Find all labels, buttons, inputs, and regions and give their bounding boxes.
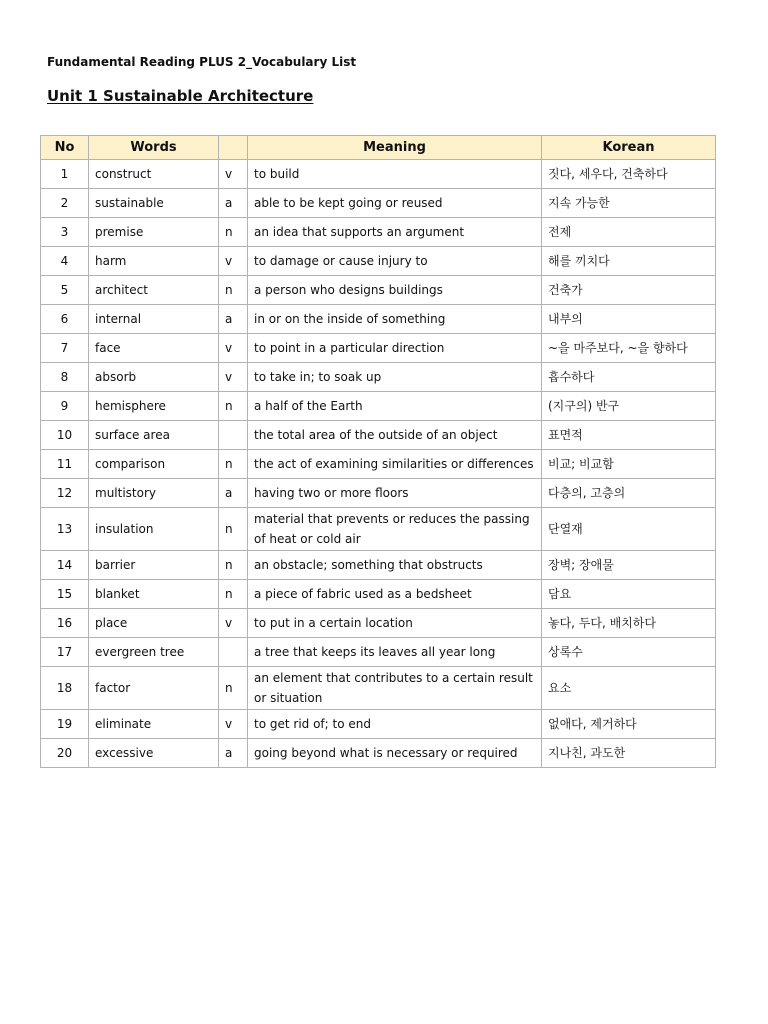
part-of-speech-cell: n	[219, 508, 248, 551]
meaning-cell: the total area of the outside of an object	[248, 421, 542, 450]
row-number: 13	[41, 508, 89, 551]
meaning-cell: a tree that keeps its leaves all year long	[248, 638, 542, 667]
table-row	[41, 392, 716, 421]
part-of-speech-cell: v	[219, 334, 248, 363]
table-row	[41, 638, 716, 667]
korean-cell: ~을 마주보다, ~을 향하다	[542, 334, 716, 363]
meaning-cell: able to be kept going or reused	[248, 189, 542, 218]
row-number: 15	[41, 580, 89, 609]
row-number: 20	[41, 739, 89, 768]
part-of-speech-cell: n	[219, 392, 248, 421]
word-cell: harm	[89, 247, 219, 276]
table-row	[41, 334, 716, 363]
korean-cell: 단열재	[542, 508, 716, 551]
korean-cell: 없애다, 제거하다	[542, 710, 716, 739]
word-cell: factor	[89, 667, 219, 710]
korean-cell: 장벽; 장애물	[542, 551, 716, 580]
row-number: 16	[41, 609, 89, 638]
meaning-cell: an obstacle; something that obstructs	[248, 551, 542, 580]
column-header-pos	[219, 136, 248, 160]
row-number: 5	[41, 276, 89, 305]
row-number: 2	[41, 189, 89, 218]
word-cell: hemisphere	[89, 392, 219, 421]
table-row	[41, 508, 716, 551]
table-row	[41, 667, 716, 710]
part-of-speech-cell: n	[219, 218, 248, 247]
korean-cell: 다층의, 고층의	[542, 479, 716, 508]
vocabulary-table-body	[41, 160, 716, 768]
meaning-cell: a piece of fabric used as a bedsheet	[248, 580, 542, 609]
meaning-cell: a half of the Earth	[248, 392, 542, 421]
meaning-cell: going beyond what is necessary or required	[248, 739, 542, 768]
korean-cell: 요소	[542, 667, 716, 710]
korean-cell: 지나친, 과도한	[542, 739, 716, 768]
meaning-cell: to point in a particular direction	[248, 334, 542, 363]
table-row	[41, 160, 716, 189]
row-number: 4	[41, 247, 89, 276]
part-of-speech-cell: a	[219, 479, 248, 508]
row-number: 12	[41, 479, 89, 508]
row-number: 7	[41, 334, 89, 363]
meaning-cell: to get rid of; to end	[248, 710, 542, 739]
table-row	[41, 450, 716, 479]
korean-cell: 비교; 비교함	[542, 450, 716, 479]
row-number: 11	[41, 450, 89, 479]
table-row	[41, 739, 716, 768]
word-cell: absorb	[89, 363, 219, 392]
part-of-speech-cell: v	[219, 609, 248, 638]
meaning-cell: having two or more floors	[248, 479, 542, 508]
table-row	[41, 421, 716, 450]
table-row	[41, 580, 716, 609]
korean-cell: 전제	[542, 218, 716, 247]
row-number: 6	[41, 305, 89, 334]
table-row	[41, 363, 716, 392]
table-row	[41, 247, 716, 276]
meaning-cell: a person who designs buildings	[248, 276, 542, 305]
word-cell: place	[89, 609, 219, 638]
part-of-speech-cell: v	[219, 247, 248, 276]
word-cell: eliminate	[89, 710, 219, 739]
table-row	[41, 479, 716, 508]
row-number: 19	[41, 710, 89, 739]
table-row	[41, 551, 716, 580]
word-cell: blanket	[89, 580, 219, 609]
word-cell: internal	[89, 305, 219, 334]
part-of-speech-cell: v	[219, 363, 248, 392]
korean-cell: 놓다, 두다, 배치하다	[542, 609, 716, 638]
word-cell: premise	[89, 218, 219, 247]
meaning-cell: to take in; to soak up	[248, 363, 542, 392]
word-cell: construct	[89, 160, 219, 189]
table-row	[41, 609, 716, 638]
word-cell: comparison	[89, 450, 219, 479]
part-of-speech-cell	[219, 638, 248, 667]
korean-cell: 상록수	[542, 638, 716, 667]
part-of-speech-cell: n	[219, 276, 248, 305]
table-row	[41, 710, 716, 739]
word-cell: face	[89, 334, 219, 363]
meaning-cell: to put in a certain location	[248, 609, 542, 638]
word-cell: surface area	[89, 421, 219, 450]
column-header-korean: Korean	[542, 136, 716, 160]
part-of-speech-cell: a	[219, 305, 248, 334]
meaning-cell: an idea that supports an argument	[248, 218, 542, 247]
korean-cell: (지구의) 반구	[542, 392, 716, 421]
part-of-speech-cell: n	[219, 580, 248, 609]
row-number: 1	[41, 160, 89, 189]
part-of-speech-cell: a	[219, 189, 248, 218]
word-cell: insulation	[89, 508, 219, 551]
word-cell: multistory	[89, 479, 219, 508]
table-row	[41, 218, 716, 247]
word-cell: evergreen tree	[89, 638, 219, 667]
meaning-cell: the act of examining similarities or differences	[248, 450, 542, 479]
row-number: 14	[41, 551, 89, 580]
part-of-speech-cell: n	[219, 551, 248, 580]
row-number: 17	[41, 638, 89, 667]
row-number: 3	[41, 218, 89, 247]
word-cell: sustainable	[89, 189, 219, 218]
word-cell: architect	[89, 276, 219, 305]
column-header-words: Words	[89, 136, 219, 160]
korean-cell: 짓다, 세우다, 건축하다	[542, 160, 716, 189]
korean-cell: 담요	[542, 580, 716, 609]
table-row	[41, 305, 716, 334]
row-number: 10	[41, 421, 89, 450]
meaning-cell: material that prevents or reduces the passing of heat or cold air	[248, 508, 542, 551]
row-number: 18	[41, 667, 89, 710]
meaning-cell: to build	[248, 160, 542, 189]
korean-cell: 표면적	[542, 421, 716, 450]
part-of-speech-cell: n	[219, 667, 248, 710]
korean-cell: 지속 가능한	[542, 189, 716, 218]
meaning-cell: to damage or cause injury to	[248, 247, 542, 276]
unit-title: Unit 1 Sustainable Architecture	[47, 87, 314, 105]
meaning-cell: an element that contributes to a certain result or situation	[248, 667, 542, 710]
table-row	[41, 189, 716, 218]
part-of-speech-cell: a	[219, 739, 248, 768]
column-header-no: No	[41, 136, 89, 160]
meaning-cell: in or on the inside of something	[248, 305, 542, 334]
part-of-speech-cell: n	[219, 450, 248, 479]
row-number: 9	[41, 392, 89, 421]
column-header-meaning: Meaning	[248, 136, 542, 160]
part-of-speech-cell: v	[219, 160, 248, 189]
part-of-speech-cell	[219, 421, 248, 450]
korean-cell: 내부의	[542, 305, 716, 334]
row-number: 8	[41, 363, 89, 392]
word-cell: barrier	[89, 551, 219, 580]
korean-cell: 흡수하다	[542, 363, 716, 392]
word-cell: excessive	[89, 739, 219, 768]
korean-cell: 건축가	[542, 276, 716, 305]
vocabulary-table	[40, 135, 716, 768]
korean-cell: 해를 끼치다	[542, 247, 716, 276]
table-header-row	[41, 136, 716, 160]
part-of-speech-cell: v	[219, 710, 248, 739]
document-subtitle: Fundamental Reading PLUS 2_Vocabulary List	[47, 55, 357, 69]
table-row	[41, 276, 716, 305]
